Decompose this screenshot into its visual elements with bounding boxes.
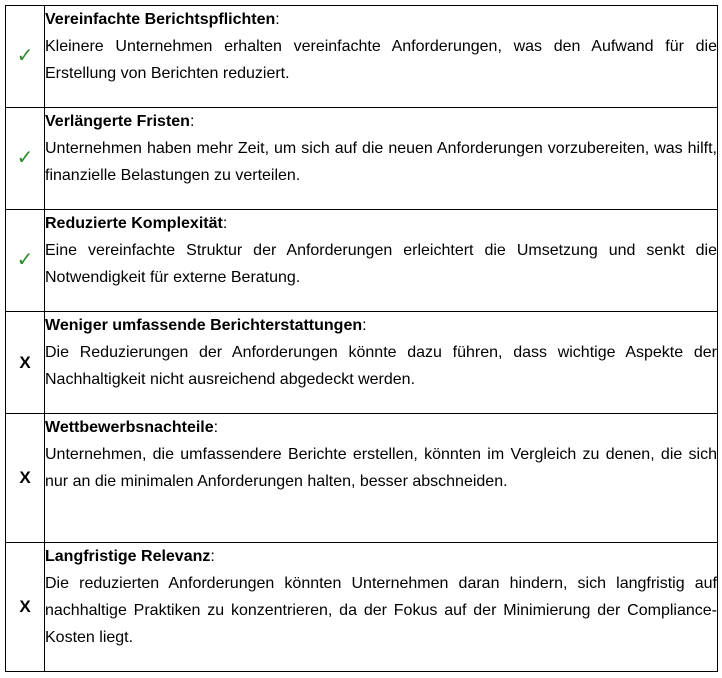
- row-description: Unternehmen haben mehr Zeit, um sich auf die neuen Anforderungen vorzubereiten, was hilft, finanzielle Belastungen zu verteilen.: [45, 140, 717, 184]
- row-heading: Verlängerte Fristen: [45, 113, 190, 130]
- heading-colon: :: [275, 11, 280, 28]
- table-row: [6, 414, 718, 543]
- table-row: [6, 6, 718, 108]
- heading-colon: :: [210, 548, 215, 565]
- checkmark-icon: ✓: [16, 145, 34, 169]
- mark-cell: [6, 543, 45, 672]
- row-heading: Wettbewerbsnachteile: [45, 419, 214, 436]
- checkmark-icon: ✓: [16, 247, 34, 271]
- heading-colon: :: [222, 215, 228, 232]
- checkmark-icon: ✓: [16, 43, 34, 67]
- pros-cons-table: [5, 5, 718, 672]
- x-mark-icon: X: [19, 468, 31, 487]
- row-heading-line: [45, 210, 717, 237]
- row-description: Die reduzierten Anforderungen könnten Unternehmen daran hindern, sich langfristig auf nachhaltige Praktiken zu konzentrieren, da der Fokus auf der Minimierung der Compliance-Kosten liegt.: [45, 575, 717, 646]
- mark-cell: [6, 414, 45, 543]
- row-heading: Weniger umfassende Berichterstattungen: [45, 317, 363, 334]
- row-heading-line: [45, 312, 717, 339]
- mark-cell: [6, 6, 45, 108]
- heading-colon: :: [213, 419, 219, 436]
- mark-cell: [6, 108, 45, 210]
- row-heading-line: [45, 543, 717, 570]
- row-heading: Langfristige Relevanz: [45, 548, 211, 565]
- row-heading-line: [45, 6, 717, 33]
- text-cell: [45, 210, 718, 312]
- row-heading: Vereinfachte Berichtspflichten: [45, 11, 276, 28]
- mark-cell: [6, 210, 45, 312]
- text-cell: [45, 108, 718, 210]
- text-cell: [45, 543, 718, 672]
- mark-cell: [6, 312, 45, 414]
- row-description: Kleinere Unternehmen erhalten vereinfachte Anforderungen, was den Aufwand für die Erstellung von Berichten reduziert.: [45, 38, 717, 82]
- x-mark-icon: X: [19, 352, 31, 372]
- heading-colon: :: [189, 113, 195, 130]
- row-heading-line: [45, 108, 717, 135]
- table-row: [6, 543, 718, 672]
- text-cell: [45, 6, 718, 108]
- x-mark-icon: X: [19, 597, 31, 616]
- row-heading-line: [45, 414, 717, 441]
- row-heading: Reduzierte Komplexität: [45, 215, 223, 232]
- text-cell: [45, 414, 718, 543]
- text-cell: [45, 312, 718, 414]
- table-row: [6, 312, 718, 414]
- row-description: Eine vereinfachte Struktur der Anforderungen erleichtert die Umsetzung und senkt die Notwendigkeit für externe Beratung.: [45, 242, 717, 286]
- row-description: Die Reduzierungen der Anforderungen könnte dazu führen, dass wichtige Aspekte der Nachhaltigkeit nicht ausreichend abgedeckt werden.: [45, 344, 717, 388]
- heading-colon: :: [362, 317, 367, 334]
- row-description: Unternehmen, die umfassendere Berichte erstellen, könnten im Vergleich zu denen, die sich nur an die minimalen Anforderungen halten, besser abschneiden.: [45, 446, 717, 490]
- table-row: [6, 210, 718, 312]
- table-row: [6, 108, 718, 210]
